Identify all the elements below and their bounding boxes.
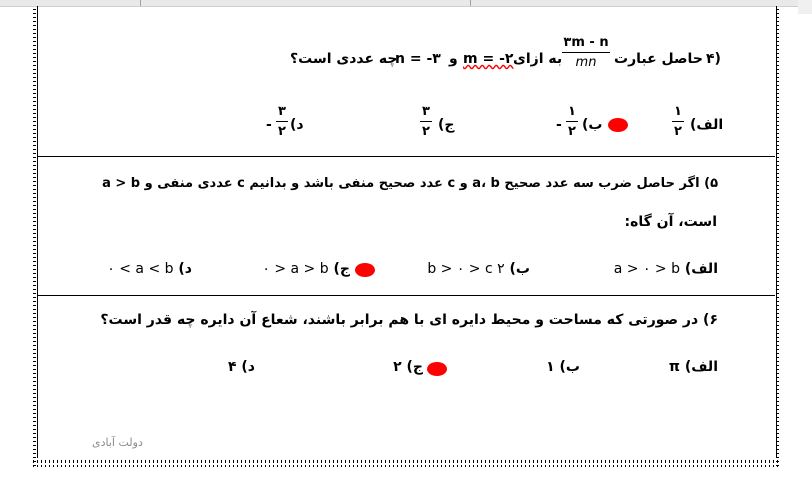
question-divider: [37, 295, 775, 296]
q6-line: [100, 312, 718, 328]
fraction-numerator: ۳: [422, 104, 430, 119]
q5-option-a-label: الف): [684, 261, 718, 277]
q5-number: ۵): [704, 176, 718, 191]
q4-text-post: چه عددی است؟: [290, 51, 398, 67]
q4-condition-n: n = -۳: [395, 51, 441, 67]
q6-option-a: [669, 359, 718, 375]
q4-option-c-fraction: [420, 104, 432, 139]
fraction-numerator: ۳: [278, 104, 286, 119]
fraction-numerator: ۱: [568, 104, 576, 119]
q6-option-a-value: π: [668, 359, 680, 375]
q5-option-d-expr: ۰ < a < b: [107, 261, 174, 277]
q4-option-b-sign: -: [556, 117, 562, 133]
q4-condition-m: m = -۲: [463, 51, 514, 67]
fraction-denominator: ۲: [278, 124, 286, 139]
q4-option-d-fraction: [276, 104, 288, 139]
q5-line-2: است، آن گاه:: [624, 214, 717, 230]
q5-option-c-expr: ۰ > a > b: [262, 261, 329, 277]
q5-option-b: [427, 261, 530, 277]
q4-option-d-label: د): [290, 117, 304, 133]
q5-option-b-label: ب): [509, 261, 530, 277]
answer-mark-dot: [427, 362, 447, 376]
fraction-bar: [566, 121, 578, 122]
right-border-decoration: [776, 6, 779, 466]
fraction-numerator: ۱: [674, 104, 682, 119]
q5-option-a: [614, 261, 718, 277]
q4-text-mid: به ازای: [513, 51, 563, 67]
q5-line-1-text: اگر حاصل ضرب سه عدد صحیح a، b و c عدد صحیح منفی باشد و بدانیم c عددی منفی و a > b: [102, 176, 700, 191]
question-divider: [37, 156, 775, 157]
left-border-decoration: [33, 6, 36, 466]
q4-option-b-label: ب): [582, 117, 603, 133]
q6-option-c: [393, 359, 423, 375]
q6-option-d-value: ۴: [227, 359, 237, 375]
q4-fraction-numerator: ۳m - n: [563, 35, 609, 50]
q6-option-b: [546, 359, 580, 375]
fraction-bar: [562, 52, 610, 53]
q4-option-a-label: الف): [690, 117, 724, 133]
bottom-border-decoration-2: [33, 465, 779, 467]
fraction-denominator: ۲: [674, 124, 682, 139]
q5-option-d: [107, 261, 192, 277]
q6-option-c-value: ۲: [393, 359, 402, 375]
bottom-border-decoration: [33, 460, 779, 463]
q4-number: ۴): [706, 51, 721, 67]
fraction-bar: [672, 121, 684, 122]
q4-text-pre: حاصل عبارت: [614, 51, 703, 67]
q5-option-c-label: ج): [333, 261, 350, 277]
q6-option-d: [228, 359, 255, 375]
author-footer: دولت آبادی: [92, 436, 143, 449]
q4-option-a-fraction: [672, 104, 684, 139]
q6-option-a-label: الف): [684, 359, 718, 375]
q6-option-b-value: ۱: [546, 359, 555, 375]
q4-and: و: [449, 51, 458, 67]
q6-option-b-label: ب): [559, 359, 580, 375]
fraction-denominator: ۲: [422, 124, 430, 139]
answer-mark-dot: [355, 263, 375, 277]
q4-option-d-sign: -: [266, 117, 272, 133]
q6-text: در صورتی که مساحت و محیط دایره ای با هم برابر باشند، شعاع آن دایره چه قدر است؟: [100, 312, 699, 328]
q6-option-d-label: د): [241, 359, 255, 375]
q5-line-1: [102, 176, 718, 191]
answer-mark-dot: [608, 118, 628, 132]
fraction-denominator: ۲: [568, 124, 576, 139]
q6-option-c-label: ج): [406, 359, 423, 375]
q4-option-c-label: ج): [438, 117, 455, 133]
q5-option-d-label: د): [178, 261, 192, 277]
q4-fraction-denominator: mn: [575, 55, 597, 70]
q5-option-b-expr: b > ۰ > c ۲: [427, 261, 505, 277]
exam-sheet: [37, 6, 777, 458]
q4-option-b-fraction: [566, 104, 578, 139]
q4-expression-fraction: [562, 35, 610, 70]
fraction-bar: [276, 121, 288, 122]
q5-option-a-expr: a > ۰ > b: [613, 261, 680, 277]
q5-option-c: [262, 261, 350, 277]
fraction-bar: [420, 121, 432, 122]
scrollbar-button[interactable]: [798, 0, 812, 14]
q6-number: ۶): [703, 312, 718, 328]
